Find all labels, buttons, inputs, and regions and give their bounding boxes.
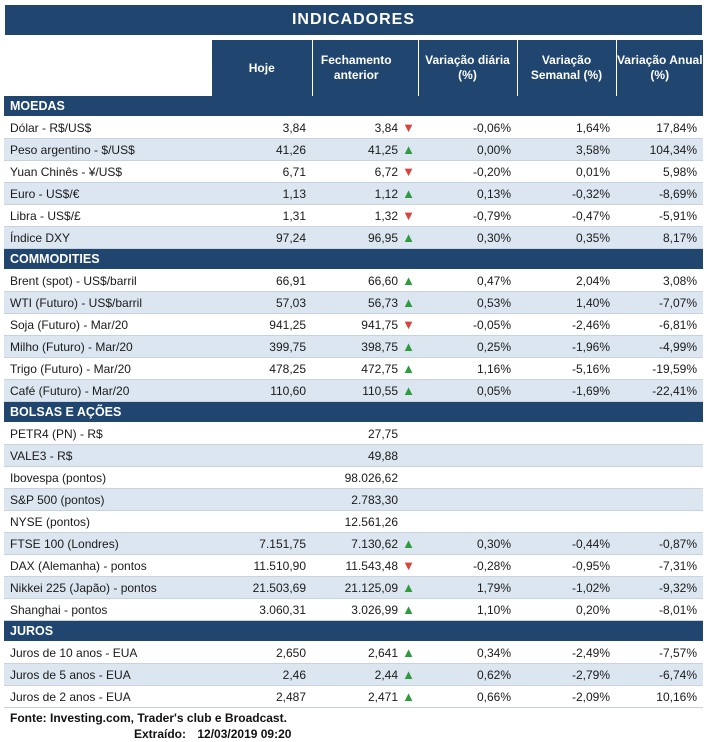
table-body bbox=[4, 96, 703, 708]
cell-variacao-anual: 3,08% bbox=[616, 270, 703, 292]
table-row bbox=[4, 686, 703, 708]
cell-hoje bbox=[212, 489, 312, 511]
cell-variacao-diaria: 0,47% bbox=[418, 270, 517, 292]
row-label: Libra - US$/£ bbox=[4, 205, 212, 227]
cell-trend bbox=[400, 117, 418, 139]
header-variacao-diaria: Variação diária (%) bbox=[418, 40, 517, 96]
cell-variacao-anual bbox=[616, 423, 703, 445]
cell-variacao-anual bbox=[616, 467, 703, 489]
arrow-up-icon: ▲ bbox=[402, 535, 415, 551]
cell-hoje: 2,650 bbox=[212, 642, 312, 664]
cell-variacao-semanal: -2,79% bbox=[517, 664, 616, 686]
cell-variacao-diaria: 0,13% bbox=[418, 183, 517, 205]
arrow-up-icon: ▲ bbox=[402, 688, 415, 704]
cell-fechamento-anterior: 472,75 bbox=[312, 358, 400, 380]
cell-hoje: 3.060,31 bbox=[212, 599, 312, 621]
cell-fechamento-anterior: 2,471 bbox=[312, 686, 400, 708]
table-row bbox=[4, 599, 703, 621]
cell-trend bbox=[400, 511, 418, 533]
row-label: WTI (Futuro) - US$/barril bbox=[4, 292, 212, 314]
row-label: DAX (Alemanha) - pontos bbox=[4, 555, 212, 577]
row-label: Trigo (Futuro) - Mar/20 bbox=[4, 358, 212, 380]
arrow-up-icon: ▲ bbox=[402, 185, 415, 201]
arrow-up-icon: ▲ bbox=[402, 141, 415, 157]
cell-variacao-semanal: -2,09% bbox=[517, 686, 616, 708]
cell-hoje: 2,46 bbox=[212, 664, 312, 686]
cell-hoje: 11.510,90 bbox=[212, 555, 312, 577]
cell-hoje: 941,25 bbox=[212, 314, 312, 336]
page-title: INDICADORES bbox=[4, 4, 703, 36]
table-row bbox=[4, 227, 703, 249]
row-label: Milho (Futuro) - Mar/20 bbox=[4, 336, 212, 358]
table-row bbox=[4, 577, 703, 599]
cell-variacao-anual: -6,74% bbox=[616, 664, 703, 686]
table-row bbox=[4, 467, 703, 489]
cell-variacao-diaria: 1,10% bbox=[418, 599, 517, 621]
cell-variacao-semanal: -1,96% bbox=[517, 336, 616, 358]
cell-trend bbox=[400, 205, 418, 227]
row-label: Dólar - R$/US$ bbox=[4, 117, 212, 139]
table-row bbox=[4, 336, 703, 358]
cell-fechamento-anterior: 398,75 bbox=[312, 336, 400, 358]
cell-variacao-semanal: -0,32% bbox=[517, 183, 616, 205]
cell-variacao-diaria: 0,05% bbox=[418, 380, 517, 402]
cell-fechamento-anterior: 941,75 bbox=[312, 314, 400, 336]
cell-variacao-anual: 10,16% bbox=[616, 686, 703, 708]
footer-extract-label: Extraído: bbox=[134, 727, 187, 741]
cell-variacao-anual: -8,01% bbox=[616, 599, 703, 621]
row-label: Peso argentino - $/US$ bbox=[4, 139, 212, 161]
table-row bbox=[4, 117, 703, 139]
cell-variacao-anual bbox=[616, 511, 703, 533]
cell-hoje: 478,25 bbox=[212, 358, 312, 380]
table-row bbox=[4, 489, 703, 511]
cell-variacao-diaria: 1,16% bbox=[418, 358, 517, 380]
row-label: Juros de 2 anos - EUA bbox=[4, 686, 212, 708]
cell-variacao-anual: 5,98% bbox=[616, 161, 703, 183]
cell-variacao-semanal: 1,40% bbox=[517, 292, 616, 314]
arrow-up-icon: ▲ bbox=[402, 229, 415, 245]
row-label: Índice DXY bbox=[4, 227, 212, 249]
cell-variacao-semanal bbox=[517, 511, 616, 533]
row-label: Brent (spot) - US$/barril bbox=[4, 270, 212, 292]
cell-trend bbox=[400, 336, 418, 358]
cell-variacao-diaria: 0,62% bbox=[418, 664, 517, 686]
cell-trend bbox=[400, 270, 418, 292]
arrow-up-icon: ▲ bbox=[402, 360, 415, 376]
footer bbox=[4, 711, 703, 741]
cell-variacao-semanal bbox=[517, 489, 616, 511]
cell-hoje: 66,91 bbox=[212, 270, 312, 292]
cell-variacao-diaria: 0,30% bbox=[418, 227, 517, 249]
table-row bbox=[4, 139, 703, 161]
section-label: BOLSAS E AÇÕES bbox=[4, 402, 703, 423]
cell-trend bbox=[400, 292, 418, 314]
table-row bbox=[4, 642, 703, 664]
cell-fechamento-anterior: 98.026,62 bbox=[312, 467, 400, 489]
cell-trend bbox=[400, 664, 418, 686]
cell-variacao-semanal: 2,04% bbox=[517, 270, 616, 292]
cell-fechamento-anterior: 21.125,09 bbox=[312, 577, 400, 599]
cell-variacao-diaria bbox=[418, 489, 517, 511]
cell-variacao-semanal: -1,69% bbox=[517, 380, 616, 402]
indicators-table bbox=[4, 40, 703, 708]
table-row bbox=[4, 270, 703, 292]
cell-hoje: 110,60 bbox=[212, 380, 312, 402]
table-header bbox=[4, 40, 703, 96]
cell-variacao-diaria: -0,79% bbox=[418, 205, 517, 227]
cell-fechamento-anterior: 3.026,99 bbox=[312, 599, 400, 621]
cell-trend bbox=[400, 686, 418, 708]
cell-trend bbox=[400, 139, 418, 161]
cell-variacao-semanal: -0,47% bbox=[517, 205, 616, 227]
cell-hoje: 3,84 bbox=[212, 117, 312, 139]
table-row bbox=[4, 511, 703, 533]
cell-fechamento-anterior: 27,75 bbox=[312, 423, 400, 445]
arrow-up-icon: ▲ bbox=[402, 666, 415, 682]
cell-fechamento-anterior: 12.561,26 bbox=[312, 511, 400, 533]
cell-trend bbox=[400, 533, 418, 555]
section-label: JUROS bbox=[4, 621, 703, 642]
cell-trend bbox=[400, 577, 418, 599]
table-row bbox=[4, 183, 703, 205]
arrow-down-icon: ▼ bbox=[402, 163, 415, 179]
cell-trend bbox=[400, 489, 418, 511]
cell-variacao-anual: -7,07% bbox=[616, 292, 703, 314]
row-label: Soja (Futuro) - Mar/20 bbox=[4, 314, 212, 336]
row-label: VALE3 - R$ bbox=[4, 445, 212, 467]
cell-variacao-anual: -7,31% bbox=[616, 555, 703, 577]
cell-variacao-anual: 104,34% bbox=[616, 139, 703, 161]
cell-fechamento-anterior: 2,44 bbox=[312, 664, 400, 686]
arrow-down-icon: ▼ bbox=[402, 316, 415, 332]
cell-hoje: 21.503,69 bbox=[212, 577, 312, 599]
cell-hoje: 41,26 bbox=[212, 139, 312, 161]
table-row bbox=[4, 533, 703, 555]
cell-variacao-semanal: -2,49% bbox=[517, 642, 616, 664]
cell-trend bbox=[400, 380, 418, 402]
arrow-up-icon: ▲ bbox=[402, 579, 415, 595]
cell-variacao-diaria: 0,66% bbox=[418, 686, 517, 708]
table-row bbox=[4, 314, 703, 336]
row-label: S&P 500 (pontos) bbox=[4, 489, 212, 511]
row-label: Euro - US$/€ bbox=[4, 183, 212, 205]
cell-variacao-semanal: -2,46% bbox=[517, 314, 616, 336]
row-label: PETR4 (PN) - R$ bbox=[4, 423, 212, 445]
arrow-down-icon: ▼ bbox=[402, 207, 415, 223]
cell-variacao-anual: -0,87% bbox=[616, 533, 703, 555]
table-row bbox=[4, 445, 703, 467]
cell-variacao-anual: -19,59% bbox=[616, 358, 703, 380]
arrow-up-icon: ▲ bbox=[402, 294, 415, 310]
footer-extract-value: 12/03/2019 09:20 bbox=[197, 727, 292, 741]
cell-variacao-anual: -9,32% bbox=[616, 577, 703, 599]
cell-variacao-diaria bbox=[418, 511, 517, 533]
cell-variacao-semanal: 0,01% bbox=[517, 161, 616, 183]
cell-variacao-diaria: 0,53% bbox=[418, 292, 517, 314]
cell-fechamento-anterior: 49,88 bbox=[312, 445, 400, 467]
cell-variacao-anual: -6,81% bbox=[616, 314, 703, 336]
cell-hoje: 97,24 bbox=[212, 227, 312, 249]
cell-variacao-diaria: 0,30% bbox=[418, 533, 517, 555]
cell-hoje: 7.151,75 bbox=[212, 533, 312, 555]
header-variacao-anual: Variação Anual (%) bbox=[616, 40, 703, 96]
cell-fechamento-anterior: 110,55 bbox=[312, 380, 400, 402]
cell-variacao-semanal: 3,58% bbox=[517, 139, 616, 161]
header-arrow-spacer bbox=[400, 40, 418, 96]
section-row bbox=[4, 96, 703, 117]
cell-hoje bbox=[212, 445, 312, 467]
cell-variacao-anual: -7,57% bbox=[616, 642, 703, 664]
cell-variacao-semanal: -0,44% bbox=[517, 533, 616, 555]
arrow-up-icon: ▲ bbox=[402, 601, 415, 617]
footer-extract bbox=[4, 727, 703, 741]
section-row bbox=[4, 402, 703, 423]
table-row bbox=[4, 664, 703, 686]
cell-variacao-anual bbox=[616, 489, 703, 511]
cell-hoje bbox=[212, 511, 312, 533]
arrow-up-icon: ▲ bbox=[402, 338, 415, 354]
cell-fechamento-anterior: 56,73 bbox=[312, 292, 400, 314]
cell-trend bbox=[400, 555, 418, 577]
cell-hoje bbox=[212, 467, 312, 489]
cell-variacao-anual: -4,99% bbox=[616, 336, 703, 358]
cell-variacao-semanal: 1,64% bbox=[517, 117, 616, 139]
row-label: Juros de 5 anos - EUA bbox=[4, 664, 212, 686]
table-row bbox=[4, 161, 703, 183]
cell-hoje: 1,31 bbox=[212, 205, 312, 227]
row-label: NYSE (pontos) bbox=[4, 511, 212, 533]
cell-variacao-diaria: 0,00% bbox=[418, 139, 517, 161]
arrow-down-icon: ▼ bbox=[402, 119, 415, 135]
header-hoje: Hoje bbox=[212, 40, 312, 96]
row-label: Ibovespa (pontos) bbox=[4, 467, 212, 489]
cell-variacao-diaria: 1,79% bbox=[418, 577, 517, 599]
section-label: COMMODITIES bbox=[4, 249, 703, 270]
cell-hoje: 6,71 bbox=[212, 161, 312, 183]
arrow-up-icon: ▲ bbox=[402, 382, 415, 398]
cell-variacao-diaria: -0,20% bbox=[418, 161, 517, 183]
row-label: Shanghai - pontos bbox=[4, 599, 212, 621]
cell-variacao-diaria: 0,25% bbox=[418, 336, 517, 358]
cell-fechamento-anterior: 3,84 bbox=[312, 117, 400, 139]
table-row bbox=[4, 292, 703, 314]
cell-variacao-diaria bbox=[418, 445, 517, 467]
table-row bbox=[4, 380, 703, 402]
cell-trend bbox=[400, 314, 418, 336]
cell-variacao-anual: -22,41% bbox=[616, 380, 703, 402]
header-fechamento-anterior: Fechamento anterior bbox=[312, 40, 400, 96]
cell-variacao-semanal: -1,02% bbox=[517, 577, 616, 599]
cell-variacao-diaria bbox=[418, 467, 517, 489]
cell-hoje: 57,03 bbox=[212, 292, 312, 314]
cell-fechamento-anterior: 2,641 bbox=[312, 642, 400, 664]
arrow-up-icon: ▲ bbox=[402, 272, 415, 288]
cell-trend bbox=[400, 183, 418, 205]
cell-variacao-diaria: -0,06% bbox=[418, 117, 517, 139]
cell-hoje bbox=[212, 423, 312, 445]
table-row bbox=[4, 423, 703, 445]
cell-variacao-semanal: 0,35% bbox=[517, 227, 616, 249]
row-label: Café (Futuro) - Mar/20 bbox=[4, 380, 212, 402]
table-row bbox=[4, 205, 703, 227]
cell-hoje: 1,13 bbox=[212, 183, 312, 205]
cell-trend bbox=[400, 423, 418, 445]
cell-variacao-semanal bbox=[517, 423, 616, 445]
row-label: Yuan Chinês - ¥/US$ bbox=[4, 161, 212, 183]
cell-variacao-semanal bbox=[517, 467, 616, 489]
cell-variacao-semanal: 0,20% bbox=[517, 599, 616, 621]
cell-fechamento-anterior: 1,12 bbox=[312, 183, 400, 205]
cell-variacao-semanal bbox=[517, 445, 616, 467]
table-row bbox=[4, 358, 703, 380]
cell-trend bbox=[400, 358, 418, 380]
cell-variacao-anual: 8,17% bbox=[616, 227, 703, 249]
header-variacao-semanal: Variação Semanal (%) bbox=[517, 40, 616, 96]
row-label: Nikkei 225 (Japão) - pontos bbox=[4, 577, 212, 599]
cell-trend bbox=[400, 161, 418, 183]
cell-fechamento-anterior: 41,25 bbox=[312, 139, 400, 161]
row-label: Juros de 10 anos - EUA bbox=[4, 642, 212, 664]
cell-variacao-anual: -8,69% bbox=[616, 183, 703, 205]
cell-fechamento-anterior: 7.130,62 bbox=[312, 533, 400, 555]
table-row bbox=[4, 555, 703, 577]
cell-fechamento-anterior: 11.543,48 bbox=[312, 555, 400, 577]
cell-fechamento-anterior: 1,32 bbox=[312, 205, 400, 227]
cell-trend bbox=[400, 445, 418, 467]
row-label: FTSE 100 (Londres) bbox=[4, 533, 212, 555]
cell-trend bbox=[400, 467, 418, 489]
cell-variacao-semanal: -5,16% bbox=[517, 358, 616, 380]
header-blank bbox=[4, 40, 212, 96]
cell-variacao-diaria: 0,34% bbox=[418, 642, 517, 664]
arrow-down-icon: ▼ bbox=[402, 557, 415, 573]
section-row bbox=[4, 621, 703, 642]
cell-hoje: 2,487 bbox=[212, 686, 312, 708]
cell-variacao-anual: -5,91% bbox=[616, 205, 703, 227]
section-label: MOEDAS bbox=[4, 96, 703, 117]
cell-hoje: 399,75 bbox=[212, 336, 312, 358]
cell-variacao-semanal: -0,95% bbox=[517, 555, 616, 577]
cell-trend bbox=[400, 642, 418, 664]
cell-fechamento-anterior: 2.783,30 bbox=[312, 489, 400, 511]
cell-variacao-diaria: -0,05% bbox=[418, 314, 517, 336]
cell-variacao-diaria: -0,28% bbox=[418, 555, 517, 577]
cell-trend bbox=[400, 227, 418, 249]
cell-trend bbox=[400, 599, 418, 621]
arrow-up-icon: ▲ bbox=[402, 644, 415, 660]
cell-fechamento-anterior: 6,72 bbox=[312, 161, 400, 183]
cell-variacao-anual bbox=[616, 445, 703, 467]
cell-variacao-anual: 17,84% bbox=[616, 117, 703, 139]
footer-source: Fonte: Investing.com, Trader's club e Broadcast. bbox=[10, 711, 287, 725]
section-row bbox=[4, 249, 703, 270]
cell-variacao-diaria bbox=[418, 423, 517, 445]
cell-fechamento-anterior: 96,95 bbox=[312, 227, 400, 249]
cell-fechamento-anterior: 66,60 bbox=[312, 270, 400, 292]
